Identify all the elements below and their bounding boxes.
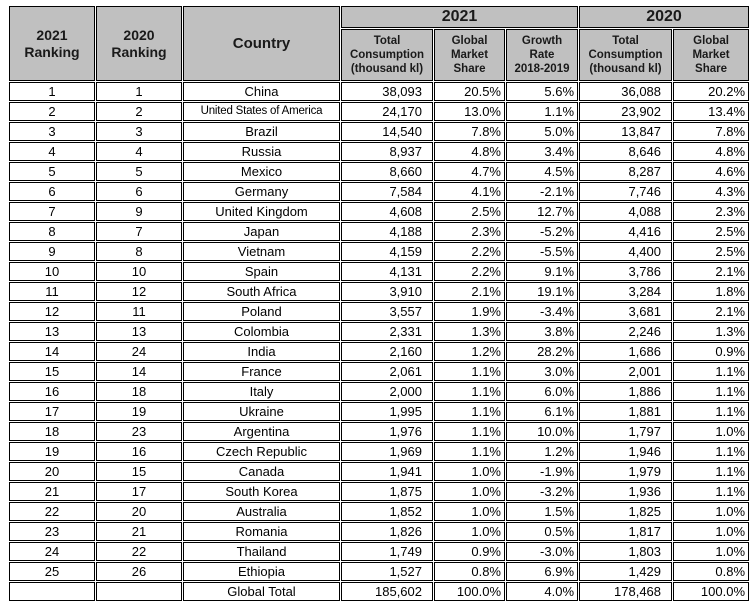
cell-row2-7: 13.4%	[673, 102, 749, 121]
cell-row7-6: 4,088	[579, 202, 672, 221]
cell-row23-4: 1.0%	[434, 522, 505, 541]
cell-row16-2: Italy	[183, 382, 340, 401]
cell-row11-1: 12	[96, 282, 182, 301]
cell-row7-3: 4,608	[341, 202, 433, 221]
cell-total-0	[9, 582, 95, 601]
cell-row14-4: 1.2%	[434, 342, 505, 361]
cell-row10-2: Spain	[183, 262, 340, 281]
table-row	[9, 122, 749, 141]
cell-row25-4: 0.8%	[434, 562, 505, 581]
cell-row18-2: Argentina	[183, 422, 340, 441]
cell-row21-2: South Korea	[183, 482, 340, 501]
cell-row22-0: 22	[9, 502, 95, 521]
cell-row12-0: 12	[9, 302, 95, 321]
table-row	[9, 402, 749, 421]
cell-row14-1: 24	[96, 342, 182, 361]
cell-row8-3: 4,188	[341, 222, 433, 241]
cell-row8-7: 2.5%	[673, 222, 749, 241]
cell-row2-0: 2	[9, 102, 95, 121]
table-row	[9, 142, 749, 161]
cell-row6-7: 4.3%	[673, 182, 749, 201]
cell-row12-1: 11	[96, 302, 182, 321]
table-header	[9, 6, 749, 81]
cell-row11-4: 2.1%	[434, 282, 505, 301]
cell-row8-0: 8	[9, 222, 95, 241]
cell-row19-5: 1.2%	[506, 442, 578, 461]
cell-row22-3: 1,852	[341, 502, 433, 521]
cell-row4-2: Russia	[183, 142, 340, 161]
cell-row13-1: 13	[96, 322, 182, 341]
table-row	[9, 522, 749, 541]
cell-row16-5: 6.0%	[506, 382, 578, 401]
cell-row18-1: 23	[96, 422, 182, 441]
cell-row17-1: 19	[96, 402, 182, 421]
cell-row25-3: 1,527	[341, 562, 433, 581]
cell-row16-0: 16	[9, 382, 95, 401]
table-row	[9, 262, 749, 281]
cell-row17-7: 1.1%	[673, 402, 749, 421]
cell-row17-4: 1.1%	[434, 402, 505, 421]
header-2020-ranking: 2020 Ranking	[96, 6, 182, 81]
cell-row4-7: 4.8%	[673, 142, 749, 161]
cell-row6-4: 4.1%	[434, 182, 505, 201]
cell-row1-7: 20.2%	[673, 82, 749, 101]
table-row	[9, 362, 749, 381]
cell-row18-3: 1,976	[341, 422, 433, 441]
cell-row4-0: 4	[9, 142, 95, 161]
cell-row22-4: 1.0%	[434, 502, 505, 521]
cell-row25-0: 25	[9, 562, 95, 581]
cell-row23-2: Romania	[183, 522, 340, 541]
header-growth-rate: Growth Rate 2018-2019	[506, 29, 578, 81]
cell-row11-3: 3,910	[341, 282, 433, 301]
header-2021-ranking: 2021 Ranking	[9, 6, 95, 81]
cell-row24-1: 22	[96, 542, 182, 561]
cell-row13-6: 2,246	[579, 322, 672, 341]
cell-row22-7: 1.0%	[673, 502, 749, 521]
cell-row23-7: 1.0%	[673, 522, 749, 541]
cell-row6-2: Germany	[183, 182, 340, 201]
table-row	[9, 242, 749, 261]
cell-row20-6: 1,979	[579, 462, 672, 481]
cell-row14-3: 2,160	[341, 342, 433, 361]
cell-row21-5: -3.2%	[506, 482, 578, 501]
cell-row14-2: India	[183, 342, 340, 361]
cell-row24-2: Thailand	[183, 542, 340, 561]
cell-row11-6: 3,284	[579, 282, 672, 301]
cell-row22-2: Australia	[183, 502, 340, 521]
cell-row21-0: 21	[9, 482, 95, 501]
cell-row20-0: 20	[9, 462, 95, 481]
cell-row12-5: -3.4%	[506, 302, 578, 321]
cell-row16-3: 2,000	[341, 382, 433, 401]
cell-row3-3: 14,540	[341, 122, 433, 141]
cell-row4-3: 8,937	[341, 142, 433, 161]
cell-total-5: 4.0%	[506, 582, 578, 601]
header-group-2020: 2020	[579, 6, 749, 28]
cell-row16-4: 1.1%	[434, 382, 505, 401]
cell-row23-3: 1,826	[341, 522, 433, 541]
cell-row11-2: South Africa	[183, 282, 340, 301]
cell-row15-4: 1.1%	[434, 362, 505, 381]
consumption-ranking-table	[8, 5, 750, 602]
cell-row14-0: 14	[9, 342, 95, 361]
cell-row21-4: 1.0%	[434, 482, 505, 501]
cell-total-1	[96, 582, 182, 601]
cell-row9-6: 4,400	[579, 242, 672, 261]
cell-row10-4: 2.2%	[434, 262, 505, 281]
table-row	[9, 162, 749, 181]
cell-row3-6: 13,847	[579, 122, 672, 141]
cell-row25-2: Ethiopia	[183, 562, 340, 581]
cell-row15-3: 2,061	[341, 362, 433, 381]
table-row	[9, 342, 749, 361]
cell-row13-5: 3.8%	[506, 322, 578, 341]
table-row	[9, 202, 749, 221]
cell-row17-0: 17	[9, 402, 95, 421]
cell-row22-5: 1.5%	[506, 502, 578, 521]
cell-row3-7: 7.8%	[673, 122, 749, 141]
cell-row10-3: 4,131	[341, 262, 433, 281]
cell-row19-7: 1.1%	[673, 442, 749, 461]
header-2020-total-consumption: Total Consumption (thousand kl)	[579, 29, 672, 81]
cell-row25-7: 0.8%	[673, 562, 749, 581]
cell-row19-2: Czech Republic	[183, 442, 340, 461]
cell-row15-1: 14	[96, 362, 182, 381]
cell-row24-7: 1.0%	[673, 542, 749, 561]
table-row	[9, 502, 749, 521]
cell-row17-2: Ukraine	[183, 402, 340, 421]
cell-row23-5: 0.5%	[506, 522, 578, 541]
cell-row6-5: -2.1%	[506, 182, 578, 201]
cell-row9-1: 8	[96, 242, 182, 261]
table-row	[9, 182, 749, 201]
cell-row13-4: 1.3%	[434, 322, 505, 341]
cell-row3-5: 5.0%	[506, 122, 578, 141]
cell-row3-1: 3	[96, 122, 182, 141]
cell-row9-2: Vietnam	[183, 242, 340, 261]
cell-row5-5: 4.5%	[506, 162, 578, 181]
cell-row17-3: 1,995	[341, 402, 433, 421]
cell-row9-3: 4,159	[341, 242, 433, 261]
cell-row1-2: China	[183, 82, 340, 101]
table-row	[9, 482, 749, 501]
cell-row7-4: 2.5%	[434, 202, 505, 221]
cell-row10-6: 3,786	[579, 262, 672, 281]
cell-row24-3: 1,749	[341, 542, 433, 561]
cell-row16-7: 1.1%	[673, 382, 749, 401]
cell-row2-2: United States of America	[183, 102, 340, 121]
cell-row18-6: 1,797	[579, 422, 672, 441]
cell-row4-4: 4.8%	[434, 142, 505, 161]
cell-row12-2: Poland	[183, 302, 340, 321]
cell-row20-1: 15	[96, 462, 182, 481]
cell-row1-3: 38,093	[341, 82, 433, 101]
header-group-2021: 2021	[341, 6, 578, 28]
cell-row22-6: 1,825	[579, 502, 672, 521]
cell-row2-1: 2	[96, 102, 182, 121]
cell-row9-7: 2.5%	[673, 242, 749, 261]
cell-row2-5: 1.1%	[506, 102, 578, 121]
table-row	[9, 282, 749, 301]
cell-row8-5: -5.2%	[506, 222, 578, 241]
cell-total-6: 178,468	[579, 582, 672, 601]
cell-row3-4: 7.8%	[434, 122, 505, 141]
cell-row20-2: Canada	[183, 462, 340, 481]
table-row	[9, 462, 749, 481]
cell-total-7: 100.0%	[673, 582, 749, 601]
cell-row24-5: -3.0%	[506, 542, 578, 561]
header-2021-total-consumption: Total Consumption (thousand kl)	[341, 29, 433, 81]
cell-row15-7: 1.1%	[673, 362, 749, 381]
cell-row13-7: 1.3%	[673, 322, 749, 341]
ranking-table-container	[8, 5, 750, 602]
cell-row1-0: 1	[9, 82, 95, 101]
cell-row25-5: 6.9%	[506, 562, 578, 581]
cell-row23-1: 21	[96, 522, 182, 541]
cell-row21-1: 17	[96, 482, 182, 501]
table-row	[9, 222, 749, 241]
cell-row4-5: 3.4%	[506, 142, 578, 161]
cell-row12-3: 3,557	[341, 302, 433, 321]
cell-row21-6: 1,936	[579, 482, 672, 501]
cell-row10-1: 10	[96, 262, 182, 281]
cell-row17-6: 1,881	[579, 402, 672, 421]
cell-row12-4: 1.9%	[434, 302, 505, 321]
cell-row8-2: Japan	[183, 222, 340, 241]
cell-row1-4: 20.5%	[434, 82, 505, 101]
cell-row21-7: 1.1%	[673, 482, 749, 501]
cell-row25-1: 26	[96, 562, 182, 581]
cell-row11-5: 19.1%	[506, 282, 578, 301]
cell-row1-6: 36,088	[579, 82, 672, 101]
cell-row15-6: 2,001	[579, 362, 672, 381]
cell-row5-7: 4.6%	[673, 162, 749, 181]
cell-row7-2: United Kingdom	[183, 202, 340, 221]
cell-row5-0: 5	[9, 162, 95, 181]
cell-row18-5: 10.0%	[506, 422, 578, 441]
table-row	[9, 382, 749, 401]
cell-row7-0: 7	[9, 202, 95, 221]
cell-row14-6: 1,686	[579, 342, 672, 361]
cell-row19-0: 19	[9, 442, 95, 461]
cell-row15-5: 3.0%	[506, 362, 578, 381]
cell-row5-6: 8,287	[579, 162, 672, 181]
table-body	[9, 82, 749, 601]
cell-row1-1: 1	[96, 82, 182, 101]
table-row	[9, 442, 749, 461]
cell-row19-1: 16	[96, 442, 182, 461]
cell-row9-0: 9	[9, 242, 95, 261]
cell-row4-6: 8,646	[579, 142, 672, 161]
cell-row8-6: 4,416	[579, 222, 672, 241]
cell-row9-4: 2.2%	[434, 242, 505, 261]
cell-row23-6: 1,817	[579, 522, 672, 541]
cell-row6-6: 7,746	[579, 182, 672, 201]
header-2021-market-share: Global Market Share	[434, 29, 505, 81]
cell-row9-5: -5.5%	[506, 242, 578, 261]
cell-row20-4: 1.0%	[434, 462, 505, 481]
cell-row5-4: 4.7%	[434, 162, 505, 181]
cell-row2-6: 23,902	[579, 102, 672, 121]
cell-row2-3: 24,170	[341, 102, 433, 121]
cell-row14-5: 28.2%	[506, 342, 578, 361]
cell-row20-5: -1.9%	[506, 462, 578, 481]
cell-row25-6: 1,429	[579, 562, 672, 581]
cell-row21-3: 1,875	[341, 482, 433, 501]
cell-row6-3: 7,584	[341, 182, 433, 201]
global-total-row	[9, 582, 749, 601]
cell-row12-7: 2.1%	[673, 302, 749, 321]
cell-row15-0: 15	[9, 362, 95, 381]
cell-row18-4: 1.1%	[434, 422, 505, 441]
cell-row2-4: 13.0%	[434, 102, 505, 121]
cell-row8-1: 7	[96, 222, 182, 241]
cell-row20-7: 1.1%	[673, 462, 749, 481]
cell-row24-0: 24	[9, 542, 95, 561]
cell-row19-4: 1.1%	[434, 442, 505, 461]
table-row	[9, 82, 749, 101]
cell-row1-5: 5.6%	[506, 82, 578, 101]
header-country: Country	[183, 6, 340, 81]
table-row	[9, 542, 749, 561]
cell-row6-1: 6	[96, 182, 182, 201]
cell-row10-0: 10	[9, 262, 95, 281]
cell-row7-1: 9	[96, 202, 182, 221]
cell-row6-0: 6	[9, 182, 95, 201]
cell-row11-0: 11	[9, 282, 95, 301]
cell-row13-3: 2,331	[341, 322, 433, 341]
table-row	[9, 302, 749, 321]
cell-row14-7: 0.9%	[673, 342, 749, 361]
cell-row18-0: 18	[9, 422, 95, 441]
table-row	[9, 422, 749, 441]
cell-row12-6: 3,681	[579, 302, 672, 321]
cell-row3-2: Brazil	[183, 122, 340, 141]
cell-row7-5: 12.7%	[506, 202, 578, 221]
cell-row10-5: 9.1%	[506, 262, 578, 281]
cell-row5-2: Mexico	[183, 162, 340, 181]
table-row	[9, 322, 749, 341]
cell-row22-1: 20	[96, 502, 182, 521]
cell-row8-4: 2.3%	[434, 222, 505, 241]
table-row	[9, 102, 749, 121]
cell-row5-1: 5	[96, 162, 182, 181]
cell-total-2: Global Total	[183, 582, 340, 601]
cell-total-3: 185,602	[341, 582, 433, 601]
cell-row13-2: Colombia	[183, 322, 340, 341]
header-group-row	[9, 6, 749, 28]
cell-row24-4: 0.9%	[434, 542, 505, 561]
cell-row11-7: 1.8%	[673, 282, 749, 301]
cell-row23-0: 23	[9, 522, 95, 541]
cell-row16-1: 18	[96, 382, 182, 401]
table-row	[9, 562, 749, 581]
cell-row19-6: 1,946	[579, 442, 672, 461]
cell-row3-0: 3	[9, 122, 95, 141]
cell-row10-7: 2.1%	[673, 262, 749, 281]
cell-row4-1: 4	[96, 142, 182, 161]
cell-row18-7: 1.0%	[673, 422, 749, 441]
cell-row24-6: 1,803	[579, 542, 672, 561]
cell-row16-6: 1,886	[579, 382, 672, 401]
cell-row17-5: 6.1%	[506, 402, 578, 421]
cell-total-4: 100.0%	[434, 582, 505, 601]
cell-row15-2: France	[183, 362, 340, 381]
cell-row5-3: 8,660	[341, 162, 433, 181]
cell-row19-3: 1,969	[341, 442, 433, 461]
header-2020-market-share: Global Market Share	[673, 29, 749, 81]
cell-row7-7: 2.3%	[673, 202, 749, 221]
cell-row20-3: 1,941	[341, 462, 433, 481]
cell-row13-0: 13	[9, 322, 95, 341]
